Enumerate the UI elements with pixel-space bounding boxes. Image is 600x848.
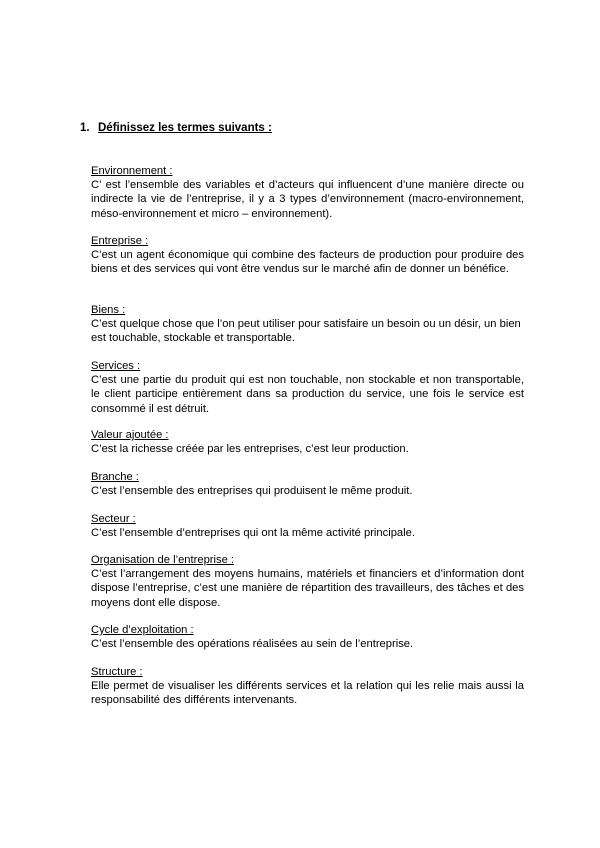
term-definition: C’ est l’ensemble des variables et d’acteurs qui influencent d’une manière directe ou indirecte la vie de l’entreprise, il y a 3 types d’environnement (macro-environnement, méso-environnement et micro – environnement). bbox=[91, 179, 524, 220]
definition-entry bbox=[91, 359, 524, 416]
term-label: Structure : bbox=[91, 666, 143, 678]
term-definition: C’est l’ensemble d’entreprises qui ont la même activité principale. bbox=[91, 527, 415, 540]
definition-entry bbox=[91, 303, 524, 346]
term-definition: C’est l’arrangement des moyens humains, matériels et financiers et d’information dont dispose l’entreprise, c’est une manière de répartition des travailleurs, des tâches et des moyens dont elle dispose. bbox=[91, 568, 524, 609]
term-label: Biens : bbox=[91, 304, 126, 316]
section-number: 1. bbox=[80, 122, 90, 134]
term-definition: Elle permet de visualiser les différents services et la relation qui les relie mais aussi la responsabilité des différents intervenants. bbox=[91, 680, 524, 707]
definition-entry bbox=[91, 623, 524, 651]
definition-entry bbox=[91, 470, 524, 498]
definition-entry bbox=[91, 665, 524, 708]
term-label: Entreprise : bbox=[91, 235, 149, 247]
term-definition: C’est l’ensemble des entreprises qui produisent le même produit. bbox=[91, 485, 413, 498]
term-label: Environnement : bbox=[91, 165, 173, 177]
term-definition: C’est la richesse créée par les entreprises, c’est leur production. bbox=[91, 443, 409, 456]
term-label: Valeur ajoutée : bbox=[91, 429, 169, 441]
definition-entry bbox=[91, 428, 524, 456]
term-label: Cycle d’exploitation : bbox=[91, 624, 194, 636]
definition-entry bbox=[91, 164, 524, 221]
term-label: Services : bbox=[91, 360, 141, 372]
definition-entry bbox=[91, 512, 524, 540]
term-label: Secteur : bbox=[91, 513, 136, 525]
section-title: Définissez les termes suivants : bbox=[98, 122, 272, 134]
term-definition: C’est un agent économique qui combine des facteurs de production pour produire des biens et des services qui vont être vendus sur le marché afin de donner un bénéfice. bbox=[91, 249, 524, 276]
term-definition: C’est une partie du produit qui est non touchable, non stockable et non transportable, le client participe entièrement dans sa production du service, une fois le service est consommé il est détruit. bbox=[91, 374, 524, 415]
definition-entry bbox=[91, 234, 524, 277]
definition-entry bbox=[91, 553, 524, 610]
term-definition: C’est quelque chose que l’on peut utiliser pour satisfaire un besoin ou un désir, un bien est touchable, stockable et transportable. bbox=[91, 318, 521, 345]
section-heading bbox=[80, 121, 272, 135]
term-definition: C’est l’ensemble des opérations réalisées au sein de l’entreprise. bbox=[91, 638, 414, 651]
term-label: Branche : bbox=[91, 471, 139, 483]
term-label: Organisation de l’entreprise : bbox=[91, 554, 235, 566]
